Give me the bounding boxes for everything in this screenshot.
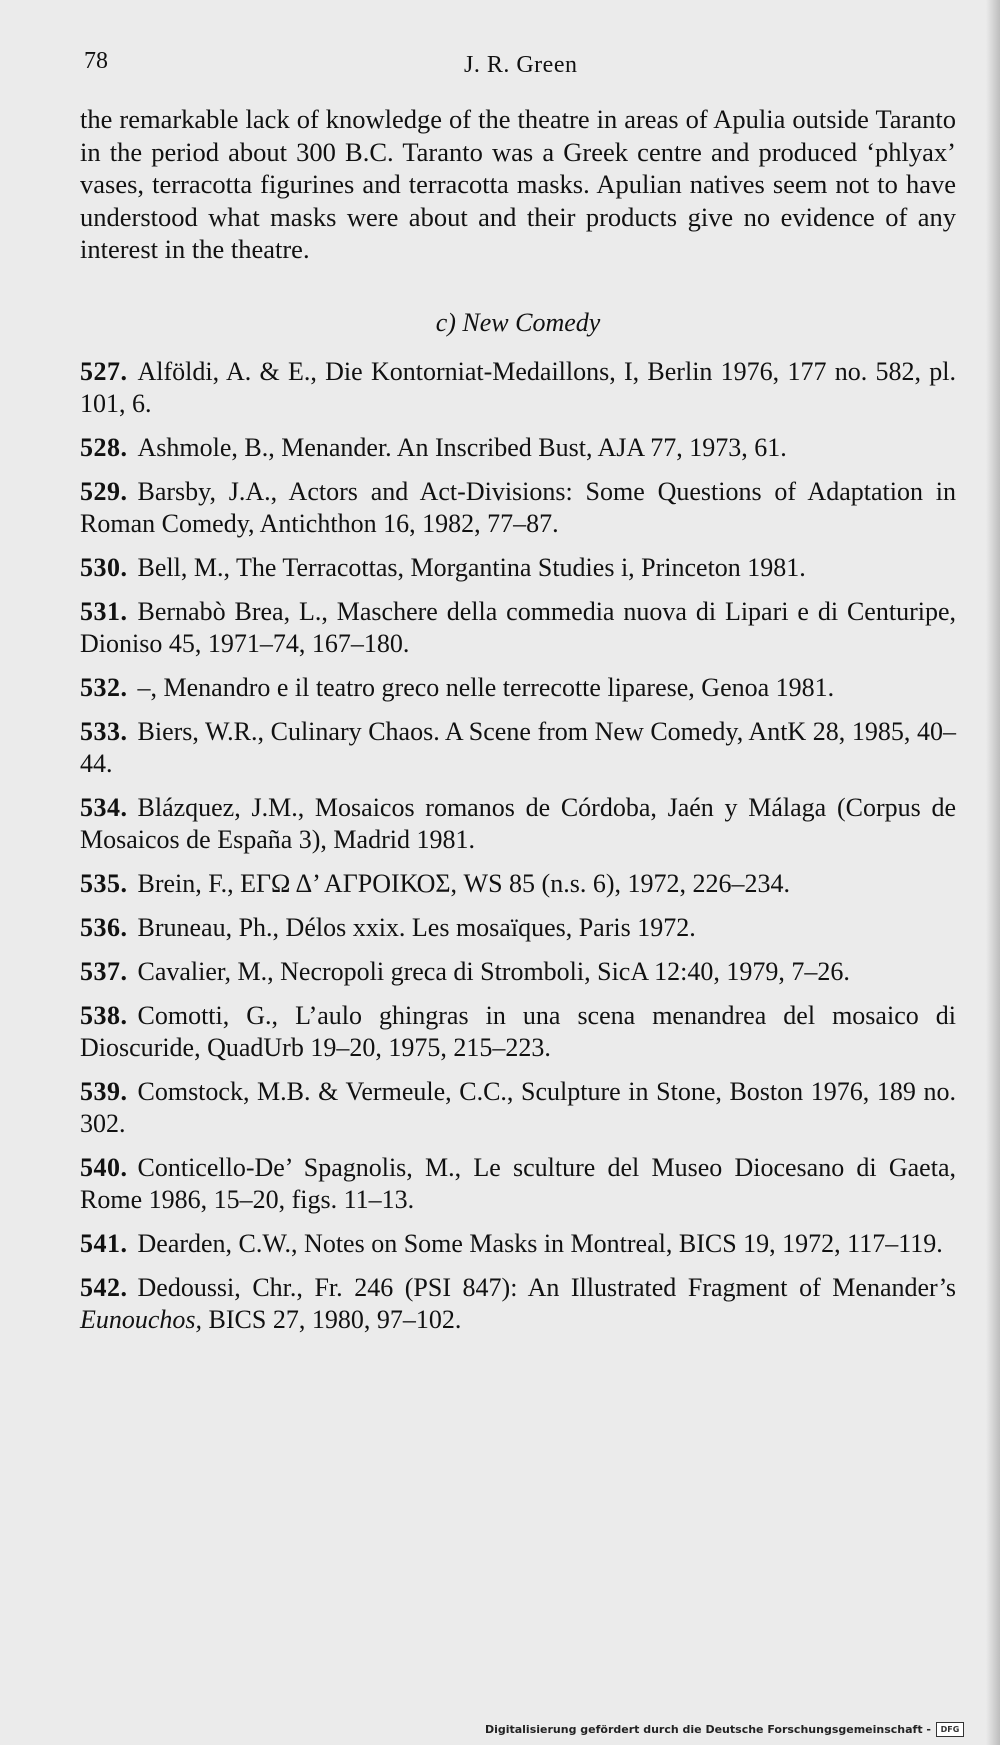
reference-number: 539. bbox=[80, 1076, 128, 1106]
reference-text: Ashmole, B., Menander. An Inscribed Bust, AJA 77, 1973, 61. bbox=[137, 432, 787, 462]
reference-entry bbox=[80, 1228, 956, 1260]
reference-text: Bernabò Brea, L., Maschere della commedia nuova di Lipari e di Centuripe, Dioniso 45, 1971–74, 167–180. bbox=[80, 596, 956, 658]
reference-text: Comotti, G., L’aulo ghingras in una scena menandrea del mosaico di Dioscuride, QuadUrb 19–20, 1975, 215–223. bbox=[80, 1000, 956, 1062]
reference-entry bbox=[80, 1076, 956, 1140]
reference-entry bbox=[80, 1000, 956, 1064]
reference-number: 537. bbox=[80, 956, 128, 986]
reference-text: Barsby, J.A., Actors and Act-Divisions: Some Questions of Adaptation in Roman Comedy, Antichthon 16, 1982, 77–87. bbox=[80, 476, 956, 538]
reference-number: 541. bbox=[80, 1228, 128, 1258]
reference-number: 532. bbox=[80, 672, 128, 702]
reference-number: 538. bbox=[80, 1000, 128, 1030]
reference-entry bbox=[80, 596, 956, 660]
reference-number: 536. bbox=[80, 912, 128, 942]
reference-text: Alföldi, A. & E., Die Kontorniat-Medaillons, I, Berlin 1976, 177 no. 582, pl. 101, 6. bbox=[80, 356, 956, 418]
credit-text: Digitalisierung gefördert durch die Deutsche Forschungsgemeinschaft - bbox=[484, 1723, 931, 1736]
reference-text-part: BICS 27, 1980, 97–102. bbox=[202, 1304, 462, 1334]
reference-entry bbox=[80, 356, 956, 420]
reference-number: 542. bbox=[80, 1272, 128, 1302]
reference-entry bbox=[80, 868, 956, 900]
reference-number: 535. bbox=[80, 868, 128, 898]
running-head: J. R. Green bbox=[464, 52, 578, 78]
reference-number: 540. bbox=[80, 1152, 128, 1182]
reference-entry bbox=[80, 552, 956, 584]
page-edge-shadow bbox=[986, 0, 1000, 1745]
reference-text: Bell, M., The Terracottas, Morgantina Studies i, Princeton 1981. bbox=[137, 552, 806, 582]
reference-entry bbox=[80, 672, 956, 704]
reference-text: Conticello-De’ Spagnolis, M., Le sculture del Museo Diocesano di Gaeta, Rome 1986, 15–20, figs. 11–13. bbox=[80, 1152, 956, 1214]
reference-number: 534. bbox=[80, 792, 128, 822]
reference-number: 530. bbox=[80, 552, 128, 582]
reference-entry bbox=[80, 716, 956, 780]
reference-entry bbox=[80, 956, 956, 988]
reference-text: Comstock, M.B. & Vermeule, C.C., Sculpture in Stone, Boston 1976, 189 no. 302. bbox=[80, 1076, 956, 1138]
reference-number: 528. bbox=[80, 432, 128, 462]
reference-entry bbox=[80, 432, 956, 464]
reference-entry bbox=[80, 792, 956, 856]
reference-number: 529. bbox=[80, 476, 128, 506]
section-heading: c) New Comedy bbox=[435, 307, 601, 337]
reference-number: 527. bbox=[80, 356, 128, 386]
reference-text: Brein, F., ΕΓΩ Δ’ ΑΓΡΟΙΚΟΣ, WS 85 (n.s. 6), 1972, 226–234. bbox=[137, 868, 790, 898]
digitization-credit bbox=[485, 1722, 964, 1737]
reference-title-italic: Eunouchos, bbox=[80, 1304, 203, 1334]
reference-text: Biers, W.R., Culinary Chaos. A Scene from New Comedy, AntK 28, 1985, 40–44. bbox=[80, 716, 956, 778]
reference-entry bbox=[80, 1272, 956, 1336]
page-number: 78 bbox=[84, 48, 108, 74]
dfg-logo: DFG bbox=[936, 1722, 964, 1737]
reference-entry bbox=[80, 912, 956, 944]
reference-text-part: Dedoussi, Chr., Fr. 246 (PSI 847): An Illustrated Fragment of Menander’s bbox=[137, 1272, 956, 1302]
reference-entry bbox=[80, 476, 956, 540]
reference-text: Cavalier, M., Necropoli greca di Stromboli, SicA 12:40, 1979, 7–26. bbox=[137, 956, 850, 986]
reference-number: 533. bbox=[80, 716, 128, 746]
reference-text: Dearden, C.W., Notes on Some Masks in Montreal, BICS 19, 1972, 117–119. bbox=[137, 1228, 943, 1258]
reference-list bbox=[80, 356, 956, 1336]
reference-entry bbox=[80, 1152, 956, 1216]
reference-text: Blázquez, J.M., Mosaicos romanos de Córdoba, Jaén y Málaga (Corpus de Mosaicos de España 3), Madrid 1981. bbox=[80, 792, 956, 854]
reference-text: –, Menandro e il teatro greco nelle terrecotte liparese, Genoa 1981. bbox=[137, 672, 835, 702]
reference-number: 531. bbox=[80, 596, 128, 626]
page-body bbox=[80, 103, 956, 1348]
reference-text: Bruneau, Ph., Délos xxix. Les mosaïques, Paris 1972. bbox=[137, 912, 696, 942]
intro-paragraph: the remarkable lack of knowledge of the theatre in areas of Apulia outside Taranto in the period about 300 B.C. Taranto was a Greek centre and produced ‘phlyax’ vases, terracotta figurines and terracotta masks. Apulian natives seem not to have understood what masks were about and their products give no evidence of any interest in the theatre. bbox=[80, 104, 956, 264]
